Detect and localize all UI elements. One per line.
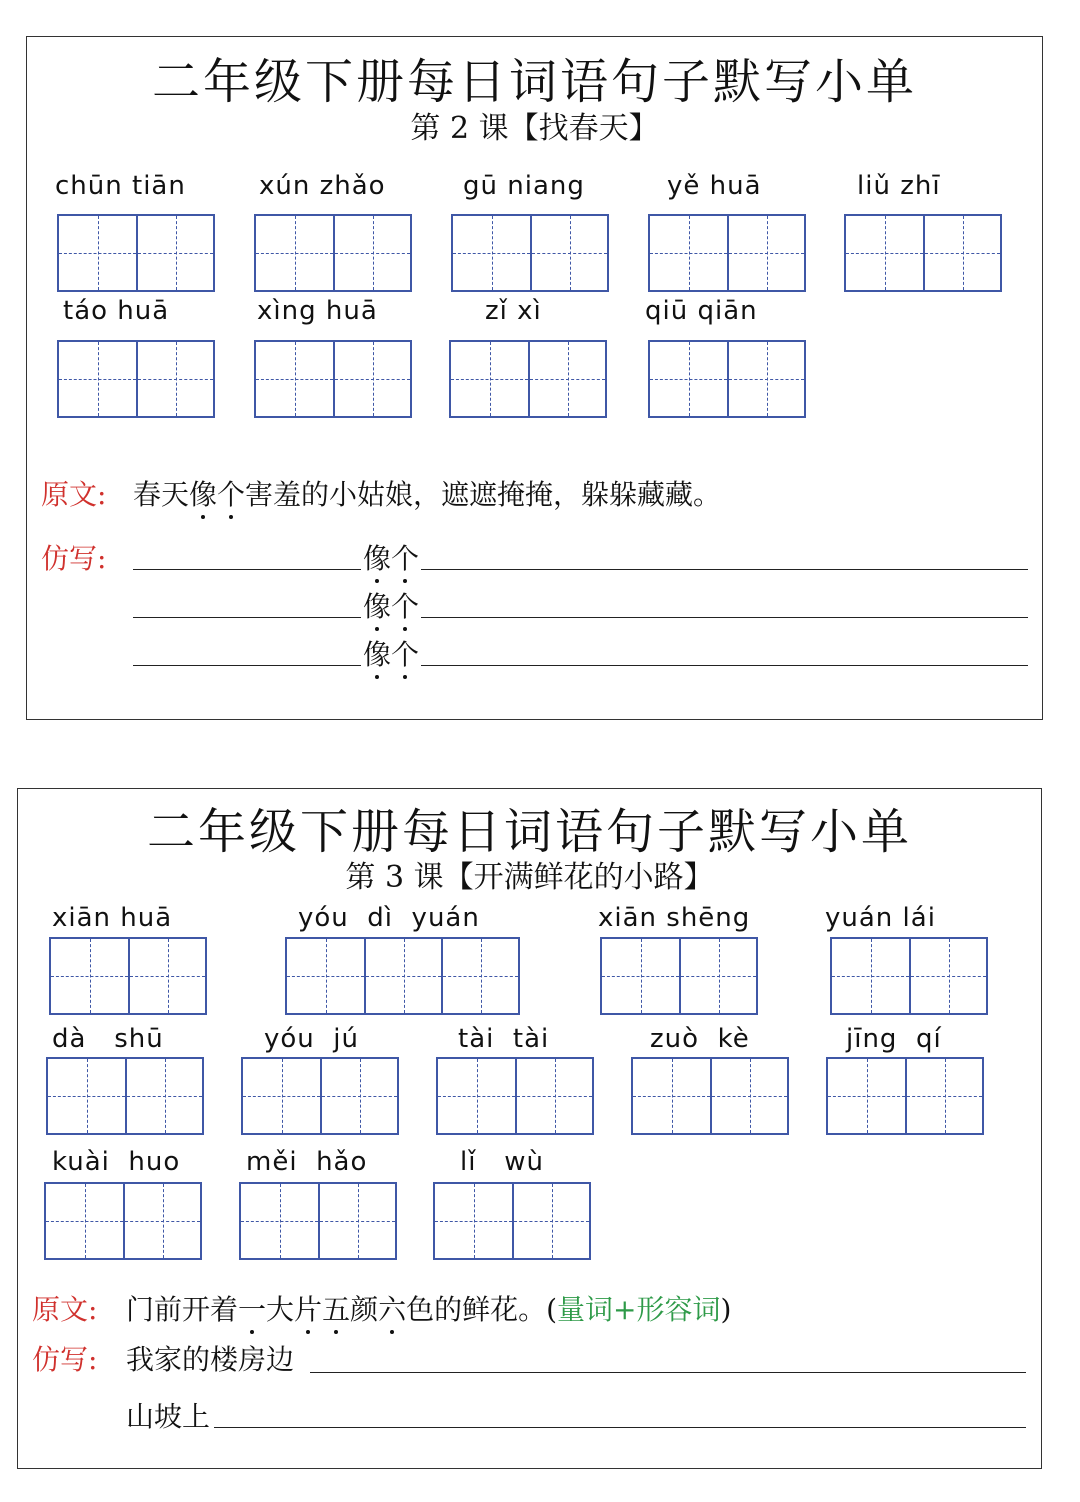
writing-grid[interactable] — [241, 1057, 399, 1135]
pinyin-label: yě huā — [667, 171, 762, 201]
writing-grid[interactable] — [49, 937, 207, 1015]
answer-line[interactable] — [421, 569, 1028, 570]
answer-line[interactable] — [133, 665, 361, 666]
pinyin-label: dà shū — [52, 1024, 164, 1054]
pinyin-label: xiān shēng — [598, 903, 751, 933]
worksheet-lesson-2 — [26, 36, 1043, 720]
writing-grid[interactable] — [451, 214, 609, 292]
writing-grid[interactable] — [44, 1182, 202, 1260]
writing-grid[interactable] — [46, 1057, 204, 1135]
worksheet-lesson-3 — [17, 788, 1042, 1469]
pinyin-label: chūn tiān — [55, 171, 186, 201]
lesson-subtitle: 第 3 课【开满鲜花的小路】 — [345, 860, 714, 895]
worksheet-title: 二年级下册每日词语句子默写小单 — [151, 54, 917, 110]
pattern-word: 像个 — [363, 537, 419, 577]
pinyin-label: yóu dì yuán — [298, 903, 480, 933]
lesson-subtitle: 第 2 课【找春天】 — [410, 111, 659, 146]
writing-grid[interactable] — [631, 1057, 789, 1135]
writing-grid[interactable] — [57, 340, 215, 418]
pattern-word: 像个 — [363, 585, 419, 625]
pinyin-label: qiū qiān — [645, 296, 758, 326]
pinyin-label: tài tài — [458, 1024, 550, 1054]
writing-grid[interactable] — [826, 1057, 984, 1135]
pinyin-label: yuán lái — [825, 903, 936, 933]
answer-line[interactable] — [421, 665, 1028, 666]
pinyin-label: xìng huā — [257, 296, 378, 326]
answer-line[interactable] — [133, 617, 361, 618]
answer-line[interactable] — [421, 617, 1028, 618]
pinyin-label: kuài huo — [52, 1147, 181, 1177]
pinyin-label: yóu jú — [264, 1024, 360, 1054]
answer-line[interactable] — [133, 569, 361, 570]
answer-line[interactable] — [310, 1372, 1026, 1373]
writing-grid[interactable] — [436, 1057, 594, 1135]
writing-grid[interactable] — [844, 214, 1002, 292]
hint-text: 量词+形容词 — [557, 1293, 721, 1326]
writing-grid[interactable] — [254, 340, 412, 418]
writing-grid[interactable] — [600, 937, 758, 1015]
writing-grid[interactable] — [648, 214, 806, 292]
writing-grid[interactable] — [285, 937, 520, 1015]
pinyin-label: zuò kè — [650, 1024, 750, 1054]
original-label: 原文: — [41, 478, 107, 511]
writing-grid[interactable] — [449, 340, 607, 418]
writing-grid[interactable] — [254, 214, 412, 292]
worksheet-title: 二年级下册每日词语句子默写小单 — [146, 804, 912, 860]
pinyin-label: liǔ zhī — [857, 171, 941, 201]
answer-line[interactable] — [214, 1427, 1026, 1428]
writing-grid[interactable] — [433, 1182, 591, 1260]
prompt-prefix: 山坡上 — [126, 1400, 211, 1433]
imitate-label: 仿写: — [32, 1343, 98, 1376]
writing-grid[interactable] — [830, 937, 988, 1015]
pinyin-label: lǐ wù — [460, 1147, 544, 1177]
original-sentence: 春天像个害羞的小姑娘，遮遮掩掩，躲躲藏藏。 — [133, 473, 721, 513]
pattern-word: 像个 — [363, 633, 419, 673]
original-label: 原文: — [32, 1293, 98, 1326]
pinyin-label: zǐ xì — [485, 296, 542, 326]
pinyin-label: xún zhǎo — [259, 171, 386, 201]
pinyin-label: měi hǎo — [246, 1147, 368, 1177]
original-sentence: 门前开着一大片五颜六色的鲜花。(量词+形容词) — [126, 1288, 731, 1328]
writing-grid[interactable] — [648, 340, 806, 418]
pinyin-label: gū niang — [463, 171, 585, 201]
pinyin-label: xiān huā — [52, 903, 173, 933]
prompt-prefix: 我家的楼房边 — [126, 1343, 295, 1376]
pinyin-label: táo huā — [63, 296, 170, 326]
writing-grid[interactable] — [57, 214, 215, 292]
writing-grid[interactable] — [239, 1182, 397, 1260]
pinyin-label: jīng qí — [846, 1024, 942, 1054]
imitate-label: 仿写: — [41, 542, 107, 575]
